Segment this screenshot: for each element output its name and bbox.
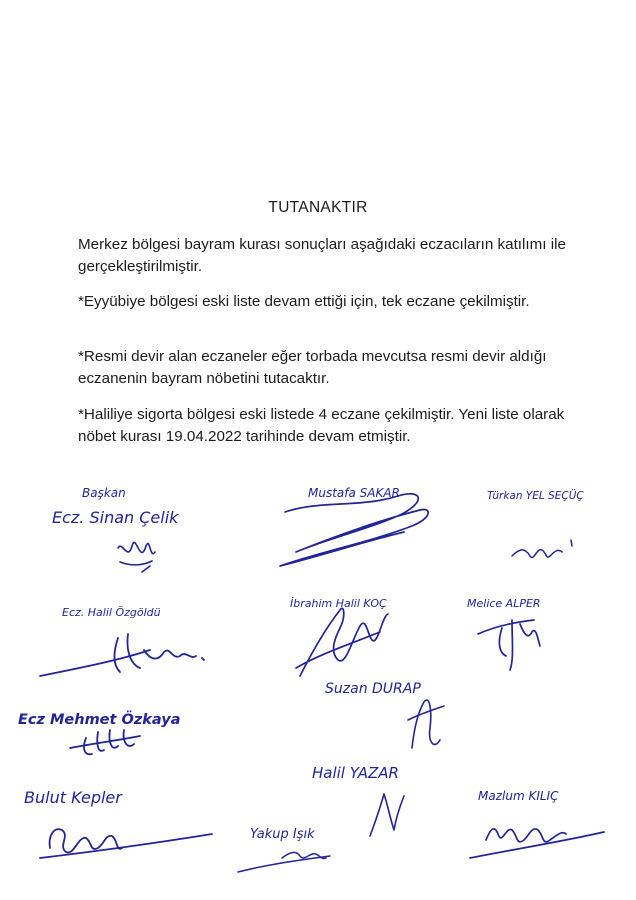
signature-turkan-yel [487,489,584,558]
signature-role-baskan: Başkan [82,486,126,500]
signature-mark-sinan-celik [118,543,155,572]
paragraph-devir: *Resmi devir alan eczaneler eğer torbada mevcutsa resmi devir aldığı eczanenin bayram nöbetini tutacaktır. [78,348,547,387]
signature-name-turkan-yel: Türkan YEL SEÇÜÇ [487,490,584,502]
signature-mark-halil-ozgoldu [40,634,204,676]
paragraph-haliliye: *Haliliye sigorta bölgesi eski listede 4 eczane çekilmiştir. Yeni liste olarak nöbet kurası 19.04.2022 tarihinde devam etmiştir. [78,406,565,445]
signature-mark-halil-yazar [370,794,404,836]
signature-mark-mehmet-ozkaya [70,730,140,754]
signature-halil-ozgoldu [40,606,204,676]
signature-mark-bulut-kepler [40,829,212,858]
signature-mark-mustafa-sakar [280,494,428,566]
signature-mark-ibrahim-halil-koc [296,608,388,676]
signature-name-sinan-celik: Ecz. Sinan Çelik [52,508,179,527]
signature-mark-mazlum-kilic [470,829,604,858]
paragraph-intro: Merkez bölgesi bayram kurası sonuçları aşağıdaki eczacıların katılımı ile gerçekleştirilmiştir. [78,236,566,275]
signature-sinan-celik [52,486,179,572]
document-title: TUTANAKTIR [268,199,368,216]
signature-ibrahim-halil-koc [290,597,388,676]
signature-mustafa-sakar [280,486,428,566]
paragraph-eyyubiye: *Eyyübiye bölgesi eski liste devam ettiği için, tek eczane çekilmiştir. [78,293,530,310]
signature-mark-suzan-durap [408,700,444,748]
signature-mazlum-kilic [470,789,604,858]
signature-yakup-isik [238,827,330,872]
signature-bulut-kepler [24,788,212,858]
signature-mark-turkan-yel [512,540,572,558]
signature-name-yakup-isik: Yakup Işık [250,827,315,842]
signature-name-bulut-kepler: Bulut Kepler [24,788,122,807]
signature-suzan-durap [325,681,444,748]
signature-name-halil-yazar: Halil YAZAR [312,764,399,782]
signature-mark-yakup-isik [238,852,330,872]
signature-name-melice-alper: Melice ALPER [467,597,541,610]
signature-mark-melice-alper [478,620,540,670]
signature-name-mehmet-ozkaya: Ecz Mehmet Özkaya [18,712,181,728]
signature-name-halil-ozgoldu: Ecz. Halil Özgöldü [62,606,161,619]
signature-halil-yazar [312,764,404,836]
signature-name-mazlum-kilic: Mazlum KILIÇ [478,789,559,803]
signature-name-mustafa-sakar: Mustafa SAKAR [308,486,400,500]
signature-melice-alper [467,597,541,670]
signature-name-suzan-durap: Suzan DURAP [325,681,421,697]
signature-mehmet-ozkaya [18,710,180,754]
signature-name-ibrahim-halil-koc: İbrahim Halil KOÇ [290,597,387,610]
